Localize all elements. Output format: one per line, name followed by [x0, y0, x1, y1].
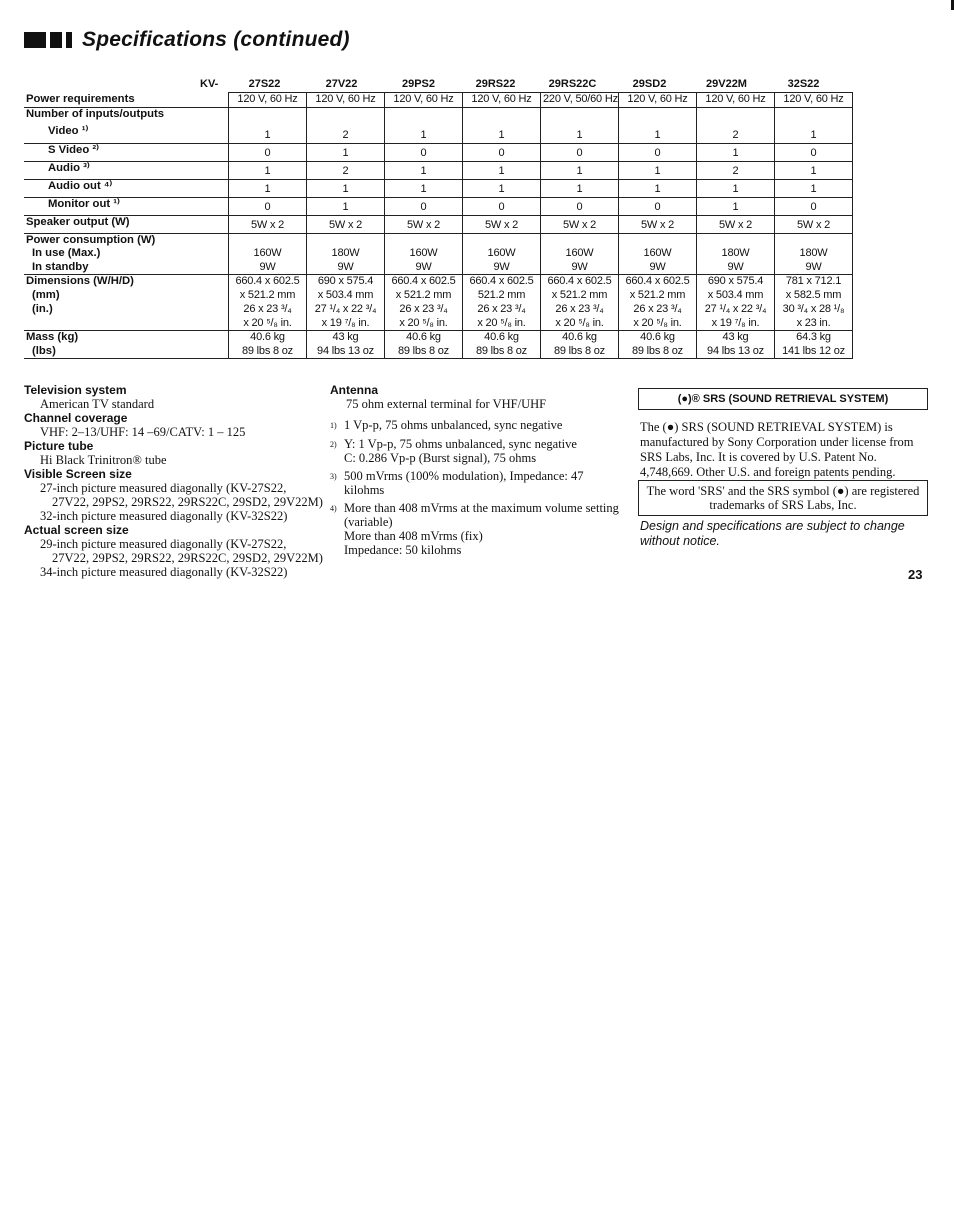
table-cell: 781 x 712.1: [775, 275, 853, 289]
srs-trademark-box: [638, 480, 928, 516]
table-cell: 1: [229, 161, 307, 179]
table-cell: 2: [307, 161, 385, 179]
srs-title: (●)® SRS (SOUND RETRIEVAL SYSTEM): [677, 393, 889, 405]
table-cell: 1: [463, 125, 541, 143]
table-cell: 1: [307, 197, 385, 215]
antenna-heading: Antenna: [330, 383, 378, 397]
table-cell: 160W: [619, 247, 697, 261]
table-row: [24, 275, 853, 289]
actual-screen-heading: Actual screen size: [24, 523, 129, 537]
table-cell: [697, 233, 775, 247]
table-cell: 1: [619, 125, 697, 143]
table-cell: x 503.4 mm: [697, 289, 775, 303]
table-cell: 120 V, 60 Hz: [463, 93, 541, 108]
row-label: S Video ²⁾: [24, 143, 229, 161]
antenna-section: [330, 383, 620, 411]
model-header-cell: 29PS2: [401, 78, 436, 90]
table-cell: [463, 233, 541, 247]
table-cell: 5W x 2: [307, 215, 385, 233]
footnote-line: More than 408 mVrms at the maximum volume setting (variable): [344, 501, 619, 529]
footnote-line: More than 408 mVrms (fix): [344, 529, 483, 543]
table-row: [24, 345, 853, 359]
table-cell: 120 V, 60 Hz: [697, 93, 775, 108]
model-header-cell: 27V22: [325, 78, 358, 90]
model-header-cell: 32S22: [787, 78, 820, 90]
table-cell: 26 x 23 ³/₄: [541, 303, 619, 317]
table-cell: 1: [307, 179, 385, 197]
visible-screen-line-2: 32-inch picture measured diagonally (KV-32S22): [40, 509, 288, 523]
tv-system-heading: Television system: [24, 383, 127, 397]
table-cell: 0: [775, 197, 853, 215]
table-cell: 40.6 kg: [229, 331, 307, 345]
table-cell: 0: [775, 143, 853, 161]
table-cell: 1: [385, 161, 463, 179]
table-cell: 160W: [385, 247, 463, 261]
change-notice: Design and specifications are subject to change without notice.: [640, 519, 905, 548]
table-row: [24, 179, 853, 197]
table-cell: x 521.2 mm: [619, 289, 697, 303]
table-cell: [619, 233, 697, 247]
table-cell: 0: [619, 197, 697, 215]
table-cell: 0: [229, 143, 307, 161]
table-cell: [775, 107, 853, 125]
table-cell: 2: [307, 125, 385, 143]
footnotes: [330, 418, 620, 561]
table-cell: [697, 107, 775, 125]
table-cell: 160W: [229, 247, 307, 261]
footnote-item: [330, 437, 620, 465]
footnote-text: [344, 418, 620, 433]
page-header: [24, 28, 350, 52]
table-cell: 89 lbs 8 oz: [385, 345, 463, 359]
table-cell: 5W x 2: [229, 215, 307, 233]
tv-system-text: American TV standard: [40, 397, 155, 411]
table-row: [24, 125, 853, 143]
table-row: [24, 303, 853, 317]
table-cell: x 20 ⁵/₈ in.: [619, 317, 697, 331]
table-cell: [229, 107, 307, 125]
table-cell: 89 lbs 8 oz: [463, 345, 541, 359]
table-cell: 660.4 x 602.5: [229, 275, 307, 289]
table-cell: 89 lbs 8 oz: [619, 345, 697, 359]
table-cell: [619, 107, 697, 125]
table-cell: x 521.2 mm: [385, 289, 463, 303]
row-label: Speaker output (W): [24, 215, 229, 233]
table-cell: 1: [307, 143, 385, 161]
table-cell: 5W x 2: [385, 215, 463, 233]
table-cell: [463, 107, 541, 125]
table-cell: x 20 ⁵/₈ in.: [385, 317, 463, 331]
table-cell: 26 x 23 ³/₄: [229, 303, 307, 317]
table-row: [24, 93, 853, 108]
table-cell: 690 x 575.4: [697, 275, 775, 289]
table-cell: 220 V, 50/60 Hz: [541, 93, 619, 108]
visible-screen-heading: Visible Screen size: [24, 467, 132, 481]
table-cell: 180W: [307, 247, 385, 261]
table-cell: x 582.5 mm: [775, 289, 853, 303]
table-cell: 1: [463, 179, 541, 197]
table-cell: 94 lbs 13 oz: [697, 345, 775, 359]
model-header-cell: 29SD2: [632, 78, 667, 90]
table-cell: [385, 233, 463, 247]
table-cell: 2: [697, 125, 775, 143]
table-cell: [775, 233, 853, 247]
table-cell: 40.6 kg: [541, 331, 619, 345]
table-cell: 43 kg: [697, 331, 775, 345]
table-row: [24, 107, 853, 125]
model-header-cell: 29RS22: [475, 78, 516, 90]
table-cell: 120 V, 60 Hz: [307, 93, 385, 108]
footnote-key: 4): [330, 504, 337, 513]
table-cell: 1: [697, 197, 775, 215]
table-cell: [307, 107, 385, 125]
table-cell: 180W: [775, 247, 853, 261]
table-row: [24, 247, 853, 261]
table-row: [24, 233, 853, 247]
row-label: Power requirements: [24, 93, 229, 108]
table-cell: 660.4 x 602.5: [541, 275, 619, 289]
table-row: [24, 143, 853, 161]
table-cell: 1: [385, 125, 463, 143]
row-label: In use (Max.): [32, 247, 101, 259]
footnote-item: [330, 501, 620, 557]
table-cell: 1: [619, 179, 697, 197]
table-cell: 660.4 x 602.5: [385, 275, 463, 289]
row-label: Audio out ⁴⁾: [24, 179, 229, 197]
table-cell: 9W: [385, 261, 463, 275]
table-cell: 120 V, 60 Hz: [619, 93, 697, 108]
table-cell: 64.3 kg: [775, 331, 853, 345]
table-cell: 43 kg: [307, 331, 385, 345]
table-cell: [307, 233, 385, 247]
table-cell: 180W: [697, 247, 775, 261]
table-cell: 27 ¹/₄ x 22 ³/₄: [307, 303, 385, 317]
table-cell: 40.6 kg: [463, 331, 541, 345]
table-cell: 2: [697, 161, 775, 179]
model-header-cell: 27S22: [248, 78, 281, 90]
table-cell: 27 ¹/₄ x 22 ³/₄: [697, 303, 775, 317]
table-cell: x 19 ⁷/₈ in.: [307, 317, 385, 331]
table-cell: x 23 in.: [775, 317, 853, 331]
table-cell: 1: [697, 143, 775, 161]
table-cell: 660.4 x 602.5: [619, 275, 697, 289]
table-cell: x 19 ⁷/₈ in.: [697, 317, 775, 331]
table-cell: 1: [229, 125, 307, 143]
footnote-item: [330, 469, 620, 497]
footnote-item: [330, 418, 620, 433]
table-cell: 9W: [697, 261, 775, 275]
row-label: In standby: [24, 261, 229, 275]
page-number: 23: [908, 567, 923, 582]
table-cell: 89 lbs 8 oz: [541, 345, 619, 359]
table-row: [24, 161, 853, 179]
table-cell: 1: [775, 125, 853, 143]
footnote-key: 1): [330, 421, 337, 430]
footnote-text: [344, 501, 620, 557]
row-label: Video ¹⁾: [24, 125, 229, 143]
row-label: (mm): [32, 288, 60, 301]
table-cell: 690 x 575.4: [307, 275, 385, 289]
channel-coverage-text: VHF: 2–13/UHF: 14 –69/CATV: 1 – 125: [40, 425, 246, 439]
table-cell: 160W: [463, 247, 541, 261]
table-row: [24, 197, 853, 215]
table-cell: 1: [775, 161, 853, 179]
table-cell: 120 V, 60 Hz: [775, 93, 853, 108]
table-cell: 30 ³/₄ x 28 ¹/₈: [775, 303, 853, 317]
table-cell: [541, 107, 619, 125]
table-cell: 141 lbs 12 oz: [775, 345, 853, 359]
table-cell: 40.6 kg: [385, 331, 463, 345]
table-cell: 1: [463, 161, 541, 179]
antenna-text: 75 ohm external terminal for VHF/UHF: [346, 397, 547, 411]
table-cell: 5W x 2: [541, 215, 619, 233]
table-cell: 40.6 kg: [619, 331, 697, 345]
row-label: Dimensions (W/H/D): [26, 275, 134, 287]
table-cell: 9W: [541, 261, 619, 275]
table-cell: 521.2 mm: [463, 289, 541, 303]
footnote-text: [344, 469, 620, 497]
table-cell: 0: [463, 143, 541, 161]
row-label: [24, 317, 229, 331]
table-cell: 9W: [229, 261, 307, 275]
srs-title-box: [638, 388, 928, 410]
table-cell: x 521.2 mm: [541, 289, 619, 303]
table-cell: 1: [697, 179, 775, 197]
srs-description: The (●) SRS (SOUND RETRIEVAL SYSTEM) is manufactured by Sony Corporation under license from SRS Labs, Inc. It is covered by U.S. Patent No. 4,748,669. Other U.S. and foreign patents pending.: [640, 420, 914, 479]
page-title: Specifications (continued): [82, 28, 350, 51]
table-cell: 5W x 2: [775, 215, 853, 233]
footnote-line: Y: 1 Vp-p, 75 ohms unbalanced, sync negative: [344, 437, 577, 451]
table-cell: 9W: [463, 261, 541, 275]
table-cell: 9W: [775, 261, 853, 275]
table-cell: [229, 233, 307, 247]
table-row: [24, 317, 853, 331]
table-cell: 1: [385, 179, 463, 197]
table-cell: [541, 233, 619, 247]
table-cell: 120 V, 60 Hz: [385, 93, 463, 108]
picture-tube-text: Hi Black Trinitron® tube: [40, 453, 167, 467]
table-cell: 5W x 2: [619, 215, 697, 233]
table-cell: 0: [385, 197, 463, 215]
table-cell: 0: [619, 143, 697, 161]
table-cell: 1: [541, 125, 619, 143]
footnote-line: 1 Vp-p, 75 ohms unbalanced, sync negative: [344, 418, 563, 432]
table-row: [24, 261, 853, 275]
row-label: Mass (kg): [26, 331, 79, 343]
table-cell: 0: [541, 197, 619, 215]
row-label: Audio ³⁾: [24, 161, 229, 179]
footnote-line: C: 0.286 Vp-p (Burst signal), 75 ohms: [344, 451, 537, 465]
table-cell: 120 V, 60 Hz: [229, 93, 307, 108]
table-cell: 1: [541, 179, 619, 197]
footnote-text: [344, 437, 620, 465]
table-cell: 9W: [619, 261, 697, 275]
footnote-line: Impedance: 50 kilohms: [344, 543, 462, 557]
table-cell: x 20 ⁵/₈ in.: [541, 317, 619, 331]
table-cell: 26 x 23 ³/₄: [619, 303, 697, 317]
table-cell: 1: [541, 161, 619, 179]
footnote-line: 500 mVrms (100% modulation), Impedance: 47 kilohms: [344, 469, 584, 497]
picture-tube-heading: Picture tube: [24, 439, 94, 453]
actual-screen-line-1: 29-inch picture measured diagonally (KV-27S22, 27V22, 29PS2, 29RS22, 29RS22C, 29SD2, 29V22M): [40, 537, 323, 565]
table-cell: 1: [229, 179, 307, 197]
table-cell: 0: [463, 197, 541, 215]
table-cell: [385, 107, 463, 125]
table-cell: 0: [541, 143, 619, 161]
table-cell: 0: [385, 143, 463, 161]
model-header-cell: 29RS22C: [548, 78, 597, 90]
table-cell: 89 lbs 8 oz: [229, 345, 307, 359]
footnote-key: 3): [330, 472, 337, 481]
table-cell: x 20 ⁵/₈ in.: [463, 317, 541, 331]
section-marker-icon: [24, 32, 72, 48]
table-cell: 1: [619, 161, 697, 179]
table-cell: x 521.2 mm: [229, 289, 307, 303]
row-label: Power consumption (W): [26, 233, 156, 246]
row-label: Number of inputs/outputs: [26, 107, 165, 120]
table-cell: x 20 ⁵/₈ in.: [229, 317, 307, 331]
table-cell: 660.4 x 602.5: [463, 275, 541, 289]
table-row: [24, 215, 853, 233]
table-cell: 94 lbs 13 oz: [307, 345, 385, 359]
table-cell: 160W: [541, 247, 619, 261]
table-cell: 5W x 2: [463, 215, 541, 233]
channel-coverage-heading: Channel coverage: [24, 411, 128, 425]
kv-prefix: KV-: [200, 78, 219, 90]
table-cell: 9W: [307, 261, 385, 275]
footnote-key: 2): [330, 440, 337, 449]
table-cell: 26 x 23 ³/₄: [385, 303, 463, 317]
specifications-table: [24, 92, 853, 359]
row-label: (in.): [32, 302, 53, 315]
row-label: Monitor out ¹⁾: [24, 197, 229, 215]
table-row: [24, 289, 853, 303]
table-cell: 5W x 2: [697, 215, 775, 233]
table-cell: x 503.4 mm: [307, 289, 385, 303]
row-label: (lbs): [24, 345, 229, 359]
table-cell: 26 x 23 ³/₄: [463, 303, 541, 317]
left-specs: [24, 383, 324, 579]
srs-trademark-text: The word 'SRS' and the SRS symbol (●) are registered trademarks of SRS Labs, Inc.: [646, 484, 920, 512]
table-cell: 1: [775, 179, 853, 197]
visible-screen-line-1: 27-inch picture measured diagonally (KV-27S22, 27V22, 29PS2, 29RS22, 29RS22C, 29SD2, 29V22M): [40, 481, 323, 509]
table-cell: 0: [229, 197, 307, 215]
model-header-cell: 29V22M: [706, 78, 747, 90]
actual-screen-line-2: 34-inch picture measured diagonally (KV-32S22): [40, 565, 288, 579]
table-row: [24, 331, 853, 345]
